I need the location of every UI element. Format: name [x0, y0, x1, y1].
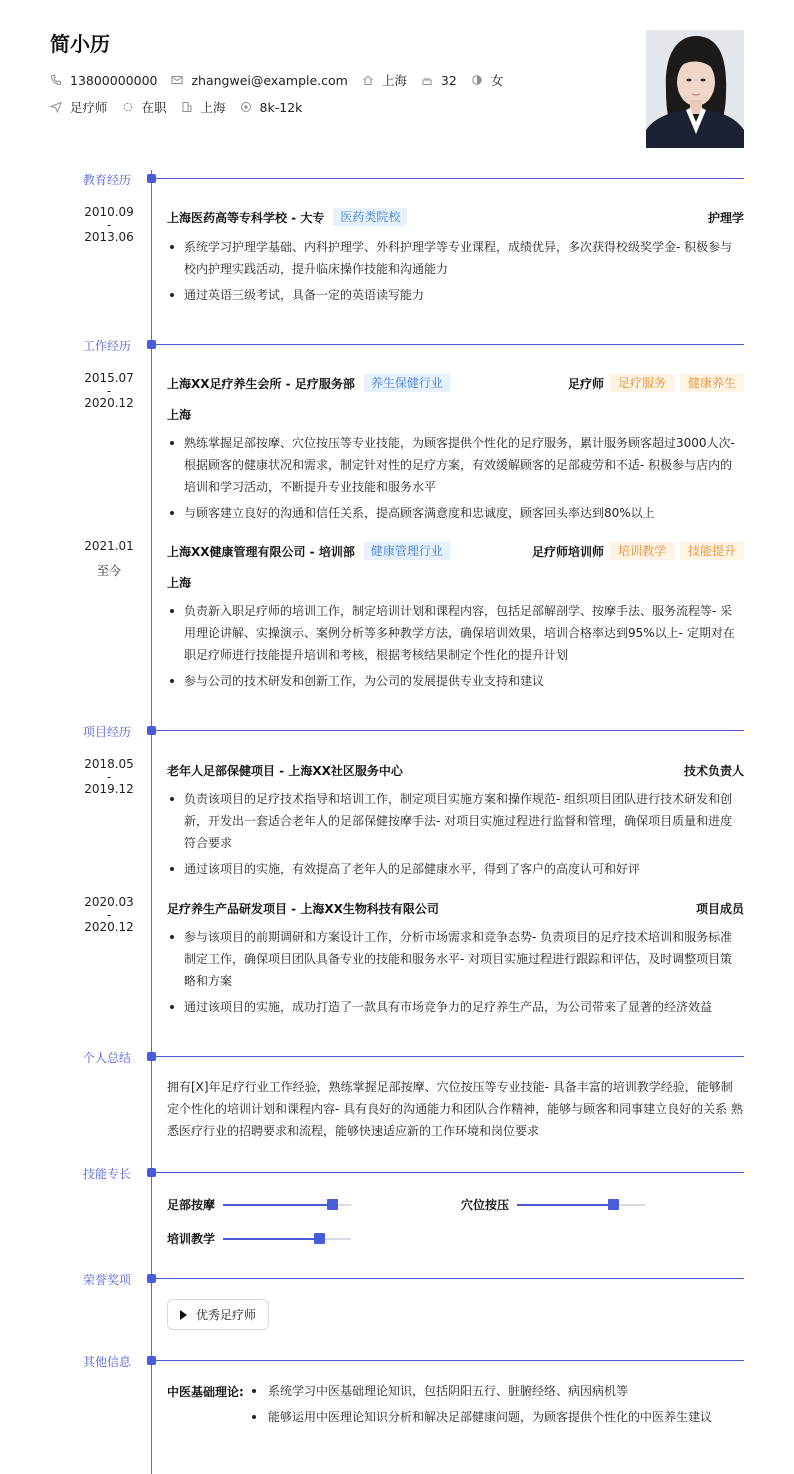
- skill-name: 培训教学: [167, 1232, 216, 1246]
- section-title-work: 工作经历: [83, 339, 132, 353]
- major: 护理学: [707, 210, 744, 225]
- phone-text: 13800000000: [70, 72, 158, 88]
- work-date: 2015.07 - 2020.12: [84, 371, 134, 410]
- skill-knob: [608, 1199, 619, 1210]
- school-tag: 医药类院校: [333, 208, 407, 226]
- project-date: 2020.03 - 2020.12: [84, 895, 134, 934]
- edu-header: [167, 208, 744, 226]
- send-icon: [50, 101, 62, 113]
- work-bullets: [167, 600, 744, 696]
- work-header: [167, 374, 744, 392]
- work-location: 上海: [167, 408, 192, 422]
- award-badge: [167, 1299, 269, 1330]
- industry-tag: 养生保健行业: [364, 374, 450, 392]
- list-item: 系统学习中医基础理论知识，包括阴阳五行、脏腑经络、病因病机等: [252, 1380, 744, 1402]
- section-marker: [147, 726, 156, 735]
- list-item: 能够运用中医理论知识分析和解决足部健康问题，为顾客提供个性化的中医养生建议: [252, 1406, 744, 1428]
- skill-bar: [517, 1204, 645, 1206]
- skill-knob: [314, 1233, 325, 1244]
- company-name: 上海XX健康管理有限公司 - 培训部: [167, 544, 355, 559]
- project-bullets: [167, 926, 744, 1022]
- skill-bar: [223, 1238, 351, 1240]
- section-divider: [156, 1278, 744, 1279]
- skill-name: 穴位按压: [461, 1198, 510, 1212]
- work-header: [167, 542, 744, 560]
- project-bullets: [167, 788, 744, 884]
- city-text: 上海: [381, 73, 407, 88]
- status-icon: [122, 101, 134, 113]
- section-title-summary: 个人总结: [83, 1051, 132, 1065]
- list-item: 通过英语三级考试，具备一定的英语读写能力: [167, 284, 744, 306]
- skill-item: [167, 1196, 351, 1213]
- skill-name: 足部按摩: [167, 1198, 216, 1212]
- list-item: 参与公司的技术研发和创新工作，为公司的发展提供专业支持和建议: [167, 670, 744, 692]
- project-header: [167, 762, 744, 779]
- job-text: 足疗师: [70, 100, 108, 115]
- phone-icon: [50, 74, 62, 86]
- project-name: 老年人足部保健项目 - 上海XX社区服务中心: [167, 764, 403, 778]
- other-label: 中医基础理论:: [167, 1385, 244, 1399]
- industry-tag: 健康管理行业: [364, 542, 450, 560]
- section-marker: [147, 1168, 156, 1177]
- other-bullets: [252, 1380, 744, 1432]
- contact-row: [50, 71, 517, 89]
- project-date: 2018.05 - 2019.12: [84, 757, 134, 796]
- home-icon: [362, 74, 374, 86]
- list-item: 通过该项目的实施，有效提高了老年人的足部健康水平，得到了客户的高度认可和好评: [167, 858, 744, 880]
- candidate-name: 简小历: [50, 32, 110, 56]
- gender-icon: [471, 74, 483, 86]
- skill-fill: [223, 1238, 325, 1240]
- section-divider: [156, 730, 744, 731]
- company-name: 上海XX足疗养生会所 - 足疗服务部: [167, 376, 355, 391]
- age-icon: [421, 74, 433, 86]
- section-divider: [156, 1172, 744, 1173]
- skill-knob: [327, 1199, 338, 1210]
- salary-text: 8k-12k: [259, 99, 303, 115]
- gender-text: 女: [490, 73, 504, 88]
- edu-bullets: [167, 236, 744, 310]
- building-icon: [181, 101, 193, 113]
- age-text: 32: [440, 72, 457, 88]
- section-title-awards: 荣誉奖项: [83, 1273, 132, 1287]
- skill-item: [167, 1230, 351, 1247]
- section-marker: [147, 1052, 156, 1061]
- section-title-other: 其他信息: [83, 1355, 132, 1369]
- skill-item: [461, 1196, 645, 1213]
- play-icon: [180, 1310, 187, 1320]
- job-role: 足疗师: [567, 376, 604, 391]
- status-text: 在职: [141, 100, 167, 115]
- work-location: 上海: [167, 576, 192, 590]
- list-item: 通过该项目的实施，成功打造了一款具有市场竞争力的足疗养生产品，为公司带来了显著的经济效益: [167, 996, 744, 1018]
- summary-text: 拥有[X]年足疗行业工作经验，熟练掌握足部按摩、穴位按压等专业技能- 具备丰富的培训教学经验，能够制定个性化的培训计划和课程内容- 具有良好的沟通能力和团队合作精神，能够与顾客和同事建立良好的关系 熟悉医疗行业的招聘要求和流程，能够快速适应新的工作环境和岗位要求: [167, 1080, 743, 1138]
- profile-photo: [646, 30, 744, 148]
- skill-tag: 健康养生: [680, 374, 744, 392]
- section-divider: [156, 1056, 744, 1057]
- section-marker: [147, 1356, 156, 1365]
- award-name: 优秀足疗师: [196, 1308, 257, 1322]
- section-title-skills: 技能专长: [83, 1167, 132, 1181]
- skill-fill: [223, 1204, 338, 1206]
- list-item: 熟练掌握足部按摩、穴位按压等专业技能，为顾客提供个性化的足疗服务，累计服务顾客超过3000人次- 根据顾客的健康状况和需求，制定针对性的足疗方案，有效缓解顾客的足部疲劳和不适- 积极参与店内的培训和学习活动，不断提升专业技能和服务水平: [167, 432, 744, 498]
- project-role: 技术负责人: [683, 764, 744, 778]
- target-city-text: 上海: [200, 100, 226, 115]
- skill-tag: 技能提升: [680, 542, 744, 560]
- section-title-education: 教育经历: [83, 173, 132, 187]
- section-marker: [147, 174, 156, 183]
- job-role: 足疗师培训师: [531, 544, 604, 559]
- work-bullets: [167, 432, 744, 528]
- work-date: 2021.01 至今: [84, 539, 134, 578]
- job-row: [50, 98, 316, 116]
- section-title-project: 项目经历: [83, 725, 132, 739]
- skill-tag: 培训教学: [610, 542, 674, 560]
- salary-icon: [240, 101, 252, 113]
- skill-bar: [223, 1204, 351, 1206]
- skill-fill: [517, 1204, 619, 1206]
- section-divider: [156, 178, 744, 179]
- school-name: 上海医药高等专科学校 - 大专: [167, 210, 325, 225]
- section-marker: [147, 340, 156, 349]
- list-item: 系统学习护理学基础、内科护理学、外科护理学等专业课程，成绩优异，多次获得校级奖学金- 积极参与校内护理实践活动，提升临床操作技能和沟通能力: [167, 236, 744, 280]
- list-item: 负责该项目的足疗技术指导和培训工作，制定项目实施方案和操作规范- 组织项目团队进行技术研发和创新，开发出一套适合老年人的足部保健按摩手法- 对项目实施过程进行监督和管理，确保项目质量和进度符合要求: [167, 788, 744, 854]
- list-item: 参与该项目的前期调研和方案设计工作，分析市场需求和竞争态势- 负责项目的足疗技术培训和服务标准制定工作，确保项目团队具备专业的技能和服务水平- 对项目实施过程进行跟踪和评估，及时调整项目策略和方案: [167, 926, 744, 992]
- list-item: 负责新入职足疗师的培训工作，制定培训计划和课程内容，包括足部解剖学、按摩手法、服务流程等- 采用理论讲解、实操演示、案例分析等多种教学方法，确保培训效果，培训合格率达到95%以上- 定期对在职足疗师进行技能提升培训和考核，根据考核结果制定个性化的提升计划: [167, 600, 744, 666]
- section-divider: [156, 344, 744, 345]
- edu-date: 2010.09 - 2013.06: [84, 205, 134, 244]
- project-name: 足疗养生产品研发项目 - 上海XX生物科技有限公司: [167, 902, 439, 916]
- section-marker: [147, 1274, 156, 1283]
- project-header: [167, 900, 744, 917]
- mail-icon: [171, 74, 183, 86]
- section-divider: [156, 1360, 744, 1361]
- email-text: zhangwei@example.com: [191, 72, 348, 88]
- project-role: 项目成员: [695, 902, 744, 916]
- skill-tag: 足疗服务: [610, 374, 674, 392]
- list-item: 与顾客建立良好的沟通和信任关系，提高顾客满意度和忠诚度，顾客回头率达到80%以上: [167, 502, 744, 524]
